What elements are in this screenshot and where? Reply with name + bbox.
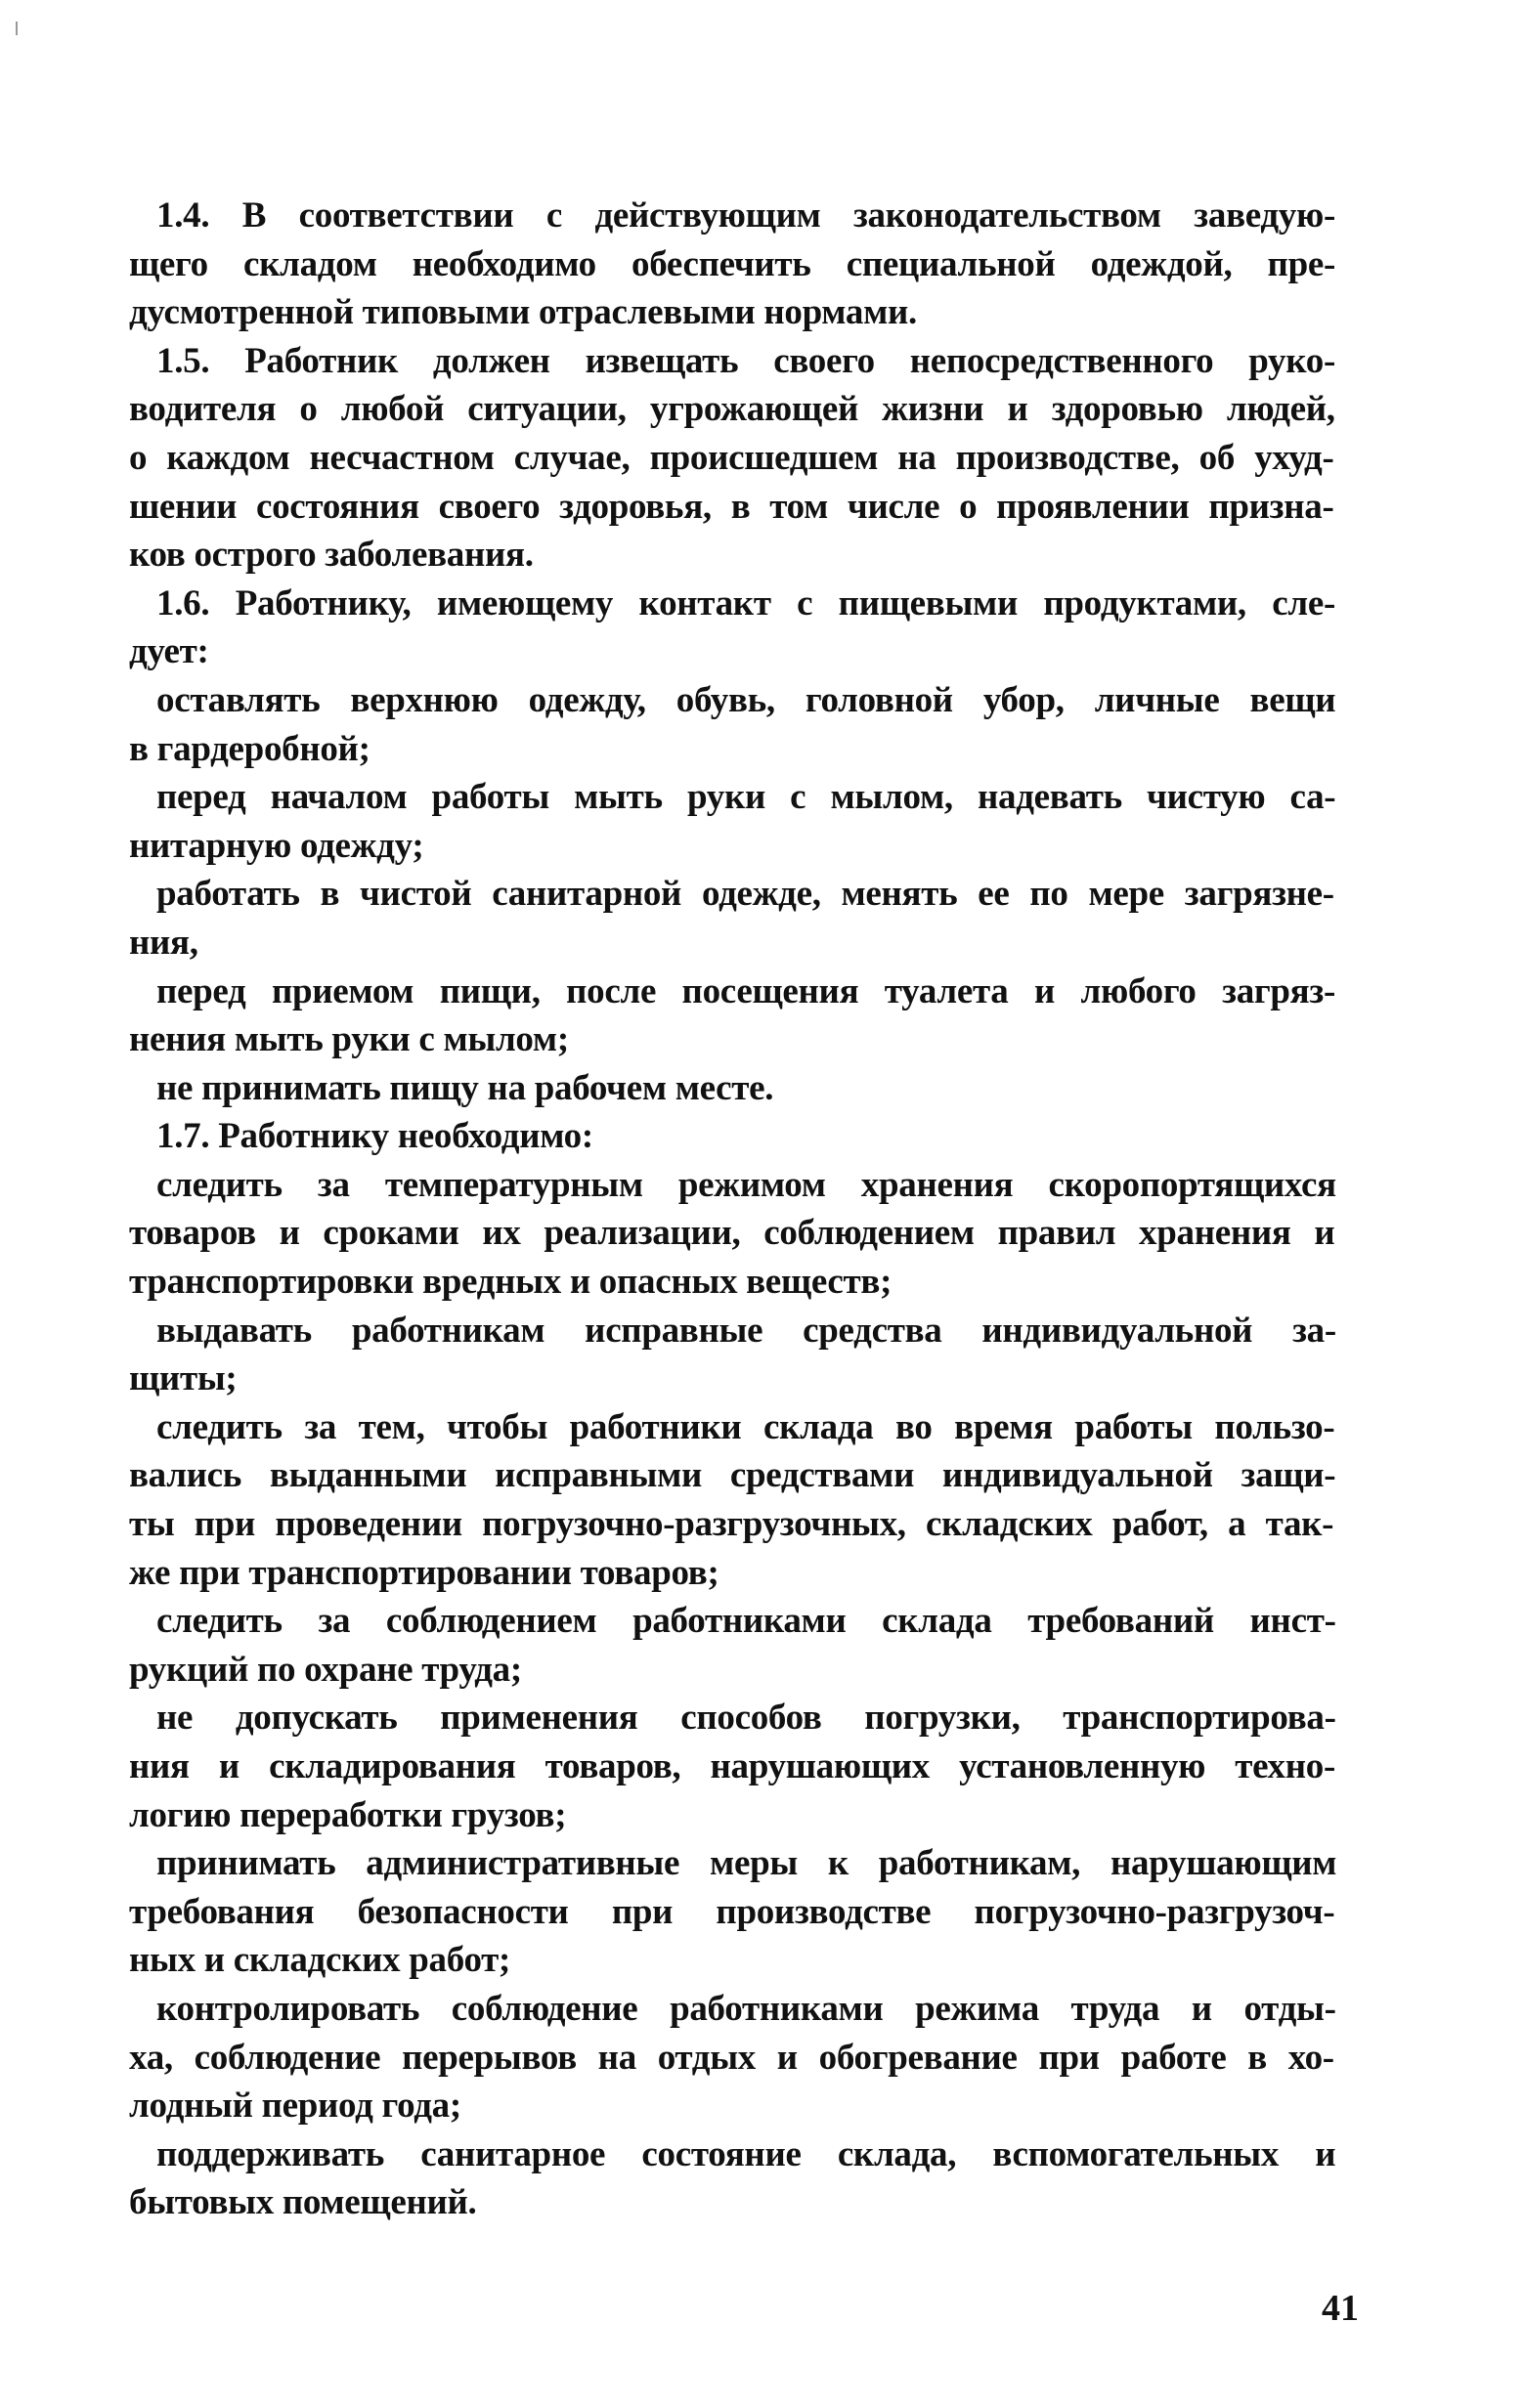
text-line: перед приемом пищи, после посещения туалета и любого загряз- [156,970,1335,1011]
text-line: ния и складирования товаров, нарушающих установленную техно- [129,1746,1336,1786]
text-line: работать в чистой санитарной одежде, менять ее по мере загрязне- [156,874,1334,915]
text-line: бытовых помещений. [129,2182,477,2223]
body-text [129,192,1353,2227]
text-line: транспортировки вредных и опасных веществ; [129,1262,893,1303]
text-line: нитарную одежду; [129,825,424,866]
text-line: выдавать работникам исправные средства индивидуальной за- [156,1310,1336,1351]
text-line: щего складом необходимо обеспечить специальной одеждой, пре- [129,243,1335,284]
text-line: водителя о любой ситуации, угрожающей жизни и здоровью людей, [129,389,1335,430]
text-line: товаров и сроками их реализации, соблюдением правил хранения и [129,1213,1335,1254]
text-line: принимать административные меры к работникам, нарушающим [156,1843,1337,1884]
text-line: логию переработки грузов; [129,1794,567,1835]
text-line: перед началом работы мыть руки с мылом, надевать чистую са- [156,777,1336,818]
text-line: 1.7. Работнику необходимо: [156,1116,593,1157]
text-line: же при транспортировании товаров; [129,1552,719,1593]
text-line: не принимать пищу на рабочем месте. [156,1067,774,1108]
text-line: ния, [129,922,198,963]
text-line: 1.6. Работнику, имеющему контакт с пищевыми продуктами, сле- [156,582,1336,624]
text-line: контролировать соблюдение работниками режима труда и отды- [156,1988,1336,2029]
text-line: нения мыть руки с мылом; [129,1019,569,1060]
text-line: вались выданными исправными средствами индивидуальной защи- [129,1455,1336,1496]
text-line: ных и складских работ; [129,1940,511,1981]
text-line: шении состояния своего здоровья, в том числе о проявлении призна- [129,486,1334,527]
text-line: требования безопасности при производстве погрузочно-разгрузоч- [129,1891,1335,1932]
text-line: ков острого заболевания. [129,535,534,576]
text-line: не допускать применения способов погрузки, транспортирова- [156,1698,1336,1739]
text-line: дусмотренной типовыми отраслевыми нормами. [129,292,918,333]
text-line: оставлять верхнюю одежду, обувь, головной убор, личные вещи [156,679,1336,720]
text-line: рукций по охране труда; [129,1649,522,1690]
text-line: следить за соблюдением работниками склада требований инст- [156,1601,1336,1642]
text-line: следить за температурным режимом хранения скоропортящихся [156,1164,1336,1205]
text-line: щиты; [129,1358,238,1399]
text-line: 1.4. В соответствии с действующим законодательством заведую- [156,195,1336,236]
text-line: в гардеробной; [129,728,370,769]
text-line: дует: [129,631,209,672]
text-line: поддерживать санитарное состояние склада, вспомогательных и [156,2133,1336,2174]
text-line: 1.5. Работник должен извещать своего непосредственного руко- [156,340,1336,381]
text-line: ты при проведении погрузочно-разгрузочных, складских работ, а так- [129,1504,1334,1545]
text-line: лодный период года; [129,2086,461,2127]
text-line: о каждом несчастном случае, происшедшем на производстве, об ухуд- [129,437,1334,478]
scan-mark [16,22,18,35]
text-line: ха, соблюдение перерывов на отдых и обогревание при работе в хо- [129,2037,1334,2078]
page-number: 41 [1322,2288,1359,2329]
text-line: следить за тем, чтобы работники склада во время работы пользо- [156,1406,1335,1447]
